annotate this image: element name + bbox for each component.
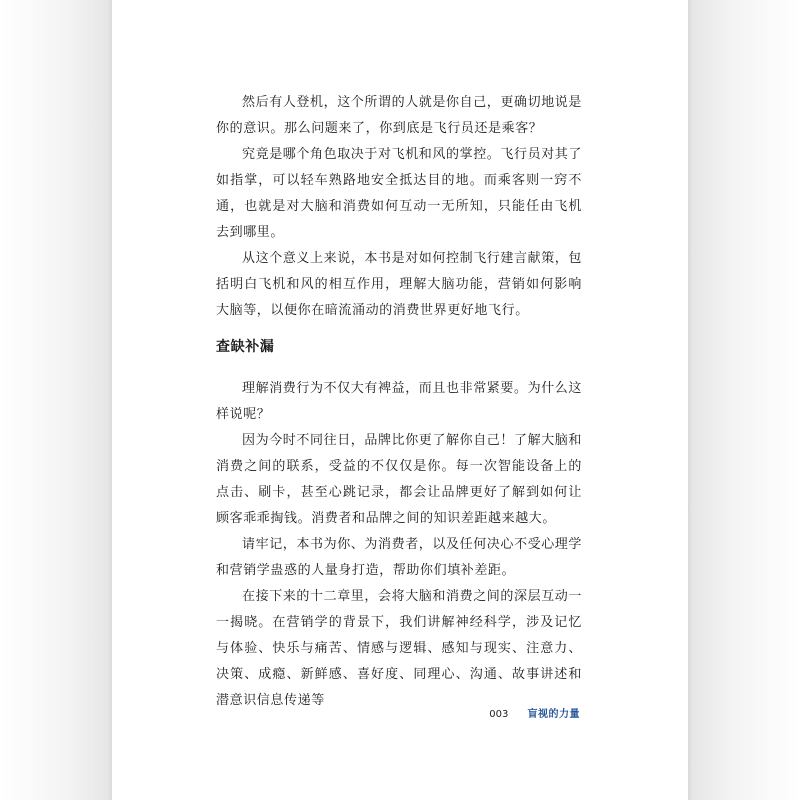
paragraph-book-purpose: 从这个意义上来说，本书是对如何控制飞行建言献策，包括明白飞机和风的相互作用，理解大脑功能，营销如何影响大脑等，以便你在暗流涌动的消费世界更好地飞行。 bbox=[216, 251, 583, 318]
page-footer bbox=[489, 708, 580, 722]
left-page-shadow bbox=[0, 0, 112, 800]
running-title: 盲视的力量 bbox=[527, 709, 580, 720]
right-page-shadow bbox=[688, 0, 800, 800]
section-heading: 查缺补漏 bbox=[216, 339, 275, 355]
paragraph-role-control: 究竟是哪个角色取决于对飞机和风的掌控。飞行员对其了如指掌，可以轻车熟路地安全抵达目的地。而乘客则一窍不通，也就是对大脑和消费如何互动一无所知，只能任由飞机去到哪里。 bbox=[216, 147, 583, 240]
book-page bbox=[112, 0, 688, 800]
body-text-bottom bbox=[216, 376, 582, 714]
paragraph-pilot-or-passenger: 然后有人登机，这个所谓的人就是你自己，更确切地说是你的意识。那么问题来了，你到底是飞行员还是乘客？ bbox=[216, 95, 583, 136]
paragraph-brands-know-you: 因为今时不同往日，品牌比你更了解你自己！了解大脑和消费之间的联系，受益的不仅仅是你。每一次智能设备上的点击、刷卡，甚至心跳记录，都会让品牌更好了解到如何让顾客乖乖掏钱。消费者和品牌之间的知识差距越来越大。 bbox=[216, 433, 583, 526]
paragraph-remember: 请牢记，本书为你、为消费者，以及任何决心不受心理学和营销学蛊惑的人量身打造，帮助你们填补差距。 bbox=[216, 537, 583, 578]
paragraph-next-chapters: 在接下来的十二章里，会将大脑和消费之间的深层互动一一揭晓。在营销学的背景下，我们讲解神经科学，涉及记忆与体验、快乐与痛苦、情感与逻辑、感知与现实、注意力、决策、成瘾、新鲜感、喜好度、同理心、沟通、故事讲述和潜意识信息传递等 bbox=[216, 589, 583, 708]
page-number: 003 bbox=[489, 709, 509, 720]
paragraph-why-understand: 理解消费行为不仅大有裨益，而且也非常紧要。为什么这样说呢？ bbox=[216, 381, 583, 422]
body-text-top bbox=[216, 90, 582, 324]
